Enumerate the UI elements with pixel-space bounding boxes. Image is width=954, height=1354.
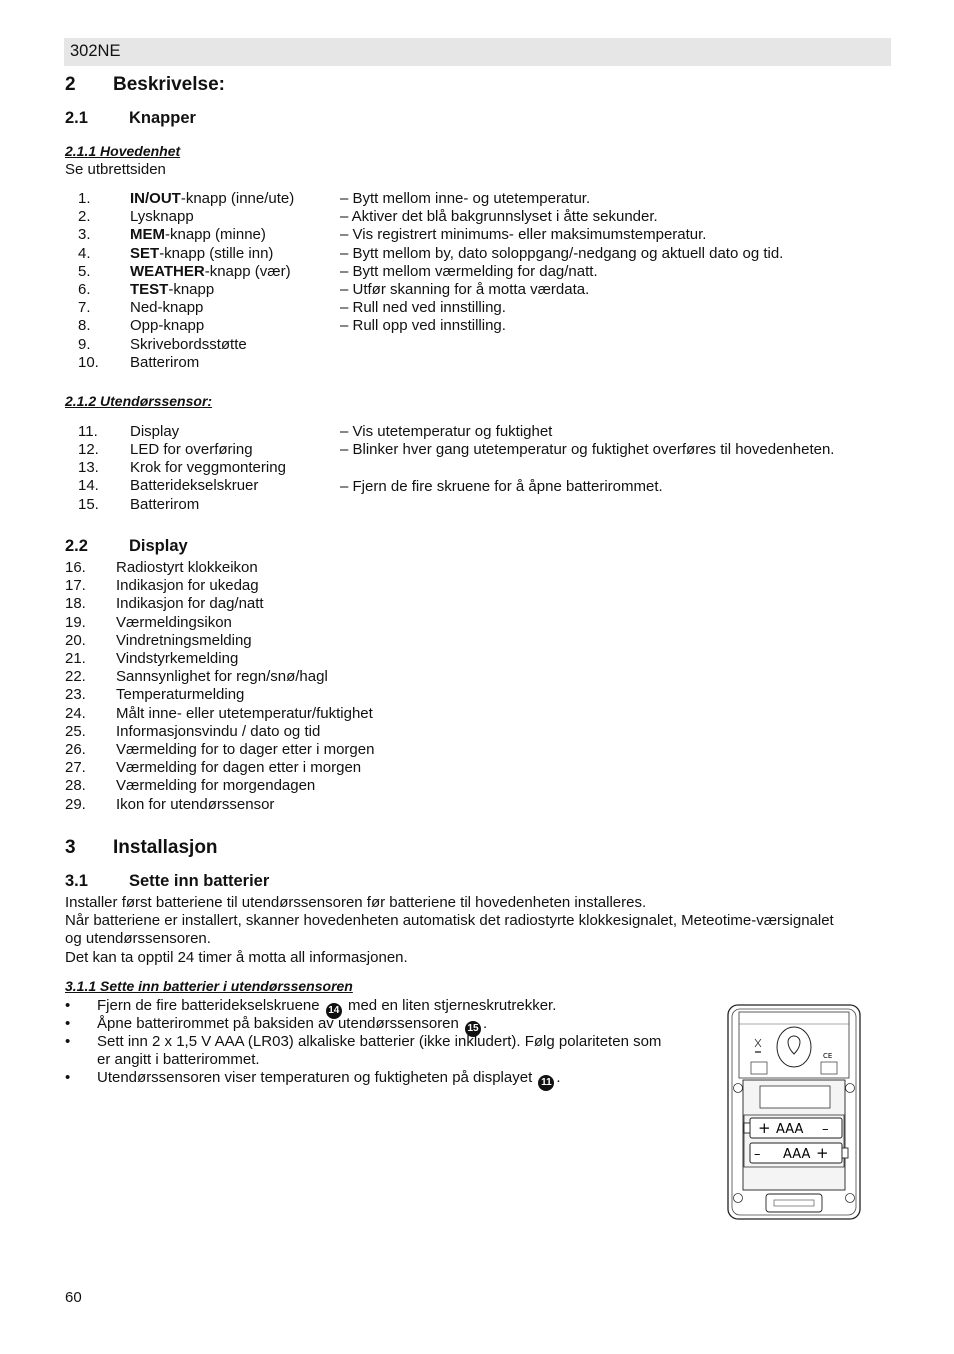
item-label-bold: MEM (130, 226, 165, 244)
item-number: 5. (78, 262, 91, 280)
section-number: 2 (65, 74, 76, 95)
item-number: 11. (78, 423, 98, 440)
item-label: Radiostyrt klokkeikon (116, 559, 258, 576)
list-item (65, 741, 565, 759)
bullet-dot: • (65, 1033, 71, 1050)
item-label-rest: -knapp (minne) (165, 226, 266, 244)
section-title: Display (129, 537, 188, 555)
minus-sign: – (754, 1147, 761, 1162)
ce-mark: CE (823, 1052, 833, 1060)
item-number: 16. (65, 559, 86, 576)
install-line: Installer først batteriene til utendørssensoren før batteriene til hovedenheten installeres. (65, 894, 647, 911)
item-description: – Aktiver det blå bakgrunnslyset i åtte sekunder. (340, 208, 658, 226)
item-label: Ikon for utendørssensor (116, 795, 275, 813)
item-number: 3. (78, 226, 91, 244)
list-item (65, 705, 565, 723)
item-number: 22. (65, 668, 86, 686)
bullet-text-main: Utendørssensoren viser temperaturen og fuktigheten på displayet (97, 1069, 533, 1086)
item-label: Vindretningsmelding (116, 631, 252, 649)
item-label (130, 208, 194, 225)
list-item (78, 299, 888, 317)
list-item (78, 317, 888, 335)
item-number: 1. (78, 190, 91, 207)
item-label: Sannsynlighet for regn/snø/hagl (116, 668, 328, 686)
list-item (65, 796, 565, 814)
bullet-text-end: . (556, 1069, 561, 1086)
item-number: 13. (78, 459, 99, 476)
section-title: Beskrivelse: (113, 74, 225, 95)
bullet-text (97, 1069, 697, 1091)
bullet-text-main: Åpne batterirommet på baksiden av utendørssensoren (97, 1015, 459, 1032)
item-description: – Vis utetemperatur og fuktighet (340, 423, 553, 440)
item-label-rest: Ned-knapp (130, 299, 204, 317)
bullet-dot: • (65, 997, 71, 1014)
item-label (130, 281, 214, 298)
list-item (78, 354, 888, 372)
item-description: – Rull opp ved innstilling. (340, 317, 506, 335)
item-label-rest: Opp-knapp (130, 317, 205, 335)
battery-label: AAA (783, 1147, 811, 1162)
item-label: Temperaturmelding (116, 686, 245, 704)
item-number: 25. (65, 722, 86, 740)
section-3-heading (65, 837, 218, 859)
item-description: – Blinker hver gang utetemperatur og fuktighet overføres til hovedenheten. (340, 441, 835, 458)
reference-number-badge: 14 (326, 1003, 342, 1019)
list-item (65, 759, 565, 777)
item-label-rest: Lysknapp (130, 208, 194, 226)
install-line: og utendørssensoren. (65, 930, 211, 948)
item-label: Målt inne- eller utetemperatur/fuktighet (116, 704, 373, 722)
list-item (78, 226, 888, 244)
item-description: – Vis registrert minimums- eller maksimumstemperatur. (340, 226, 707, 244)
install-line: Når batteriene er installert, skanner hovedenheten automatisk det radiostyrte klokkesignalet, Meteotime-værsignalet (65, 912, 834, 930)
item-number: 20. (65, 631, 86, 649)
install-paragraph (65, 894, 895, 967)
item-label: Værmelding for morgendagen (116, 777, 316, 795)
list-item (78, 423, 888, 441)
list-item (65, 723, 565, 741)
item-label: Display (130, 423, 180, 440)
plus-sign: + (758, 1119, 771, 1137)
item-label (130, 299, 203, 316)
item-number: 8. (78, 317, 91, 335)
item-number: 21. (65, 650, 86, 667)
section-number: 2.1 (65, 109, 88, 127)
bullet-text-end: . (483, 1015, 488, 1032)
list-item (78, 441, 888, 459)
item-label-bold: WEATHER (130, 262, 205, 280)
reference-number-badge: 15 (465, 1021, 481, 1037)
item-description: – Bytt mellom værmelding for dag/natt. (340, 262, 598, 280)
item-label (130, 190, 294, 207)
item-label-rest: -knapp (vær) (204, 262, 291, 280)
list-item (65, 668, 565, 686)
list-item (78, 281, 888, 299)
list-item (65, 777, 565, 795)
list-item (65, 686, 565, 704)
list-item (78, 245, 888, 263)
list-item (78, 190, 888, 208)
item-number: 29. (65, 795, 86, 813)
section-title: Sette inn batterier (129, 872, 270, 890)
item-number: 10. (78, 353, 99, 371)
list-item (78, 496, 888, 514)
item-label (130, 263, 291, 280)
item-label: Krok for veggmontering (130, 459, 286, 476)
item-number: 9. (78, 335, 91, 353)
item-label-rest: -knapp (168, 281, 215, 298)
bullet-dot: • (65, 1069, 71, 1086)
item-number: 7. (78, 299, 91, 317)
list-item (78, 336, 888, 354)
item-description: – Fjern de fire skruene for å åpne batterirommet. (340, 478, 663, 495)
item-label-rest: -knapp (stille inn) (159, 244, 274, 262)
item-label-bold: TEST (130, 281, 169, 298)
section-2-1-heading (65, 109, 196, 128)
list-item (65, 559, 565, 577)
item-label-rest: Skrivebordsstøtte (130, 335, 247, 353)
bullet-dot: • (65, 1015, 71, 1032)
list-item (78, 477, 888, 495)
bullet-text-main: Sett inn 2 x 1,5 V AAA (LR03) alkaliske batterier (ikke inkludert). Følg polariteten som er angitt i batterirommet. (97, 1033, 662, 1069)
item-label: Batteridekselskruer (130, 477, 259, 494)
header-bar (64, 38, 891, 66)
item-label: Informasjonsvindu / dato og tid (116, 722, 321, 740)
item-label (130, 245, 273, 262)
section-2-2-heading (65, 537, 188, 556)
item-label (130, 354, 199, 371)
item-label: Vindstyrkemelding (116, 650, 239, 667)
item-number: 15. (78, 496, 99, 513)
item-label (130, 336, 247, 353)
item-label: Indikasjon for ukedag (116, 577, 259, 595)
item-number: 23. (65, 686, 86, 704)
section-2-heading (65, 74, 225, 96)
section-2-1-2-heading: 2.1.2 Utendørssensor: (65, 393, 213, 409)
list-item (65, 577, 565, 595)
model-label: 302NE (70, 42, 121, 60)
item-number: 4. (78, 244, 91, 262)
item-label-rest: -knapp (inne/ute) (180, 190, 295, 207)
section-3-1-1-heading: 3.1.1 Sette inn batterier i utendørssensoren (65, 978, 353, 994)
minus-sign: – (822, 1122, 829, 1137)
item-number: 6. (78, 281, 91, 298)
bullet-text-main: Fjern de fire batteridekselskruene (97, 997, 320, 1014)
item-number: 24. (65, 704, 86, 722)
item-label: LED for overføring (130, 441, 253, 458)
item-label-bold: IN/OUT (130, 190, 181, 207)
item-label-rest: Batterirom (130, 353, 200, 371)
item-number: 26. (65, 741, 86, 758)
item-label: Batterirom (130, 496, 200, 513)
section-2-1-1-heading: 2.1.1 Hovedenhet (65, 143, 181, 159)
item-label (130, 317, 204, 334)
bullet-text (97, 1033, 677, 1069)
item-label: Værmelding for to dager etter i morgen (116, 741, 375, 758)
item-label: Værmeldingsikon (116, 613, 232, 631)
list-item (78, 263, 888, 281)
item-label: Værmelding for dagen etter i morgen (116, 759, 362, 777)
bullet-text-end: med en liten stjerneskrutrekker. (347, 997, 557, 1014)
section-number: 2.2 (65, 537, 88, 555)
section-title: Installasjon (113, 837, 218, 858)
install-line: Det kan ta opptil 24 timer å motta all informasjonen. (65, 948, 408, 966)
list-item (78, 459, 888, 477)
item-label: Indikasjon for dag/natt (116, 595, 264, 613)
section-number: 3.1 (65, 872, 88, 890)
sensor-battery-illustration (726, 1002, 862, 1222)
reference-number-badge: 11 (538, 1075, 554, 1091)
list-item (65, 632, 565, 650)
plus-sign: + (816, 1144, 829, 1162)
item-label (130, 226, 266, 243)
item-label-bold: SET (130, 244, 160, 262)
page-number: 60 (65, 1289, 82, 1306)
list-item (78, 208, 888, 226)
section-title: Knapper (129, 109, 196, 127)
battery-label: AAA (776, 1122, 804, 1137)
intro-text: Se utbrettsiden (65, 161, 166, 178)
item-number: 28. (65, 777, 86, 795)
item-number: 19. (65, 613, 86, 631)
item-number: 2. (78, 208, 91, 226)
item-number: 18. (65, 595, 86, 613)
item-number: 17. (65, 577, 86, 595)
item-description: – Rull ned ved innstilling. (340, 299, 506, 317)
list-item (65, 614, 565, 632)
section-3-1-heading (65, 872, 269, 891)
list-item (65, 650, 565, 668)
item-description: – Utfør skanning for å motta værdata. (340, 281, 590, 298)
item-number: 27. (65, 759, 86, 777)
item-number: 14. (78, 477, 99, 494)
section-number: 3 (65, 837, 76, 858)
list-item (65, 595, 565, 613)
item-description: – Bytt mellom by, dato soloppgang/-nedgang og aktuell dato og tid. (340, 244, 784, 262)
item-description: – Bytt mellom inne- og utetemperatur. (340, 190, 591, 207)
item-number: 12. (78, 441, 99, 458)
